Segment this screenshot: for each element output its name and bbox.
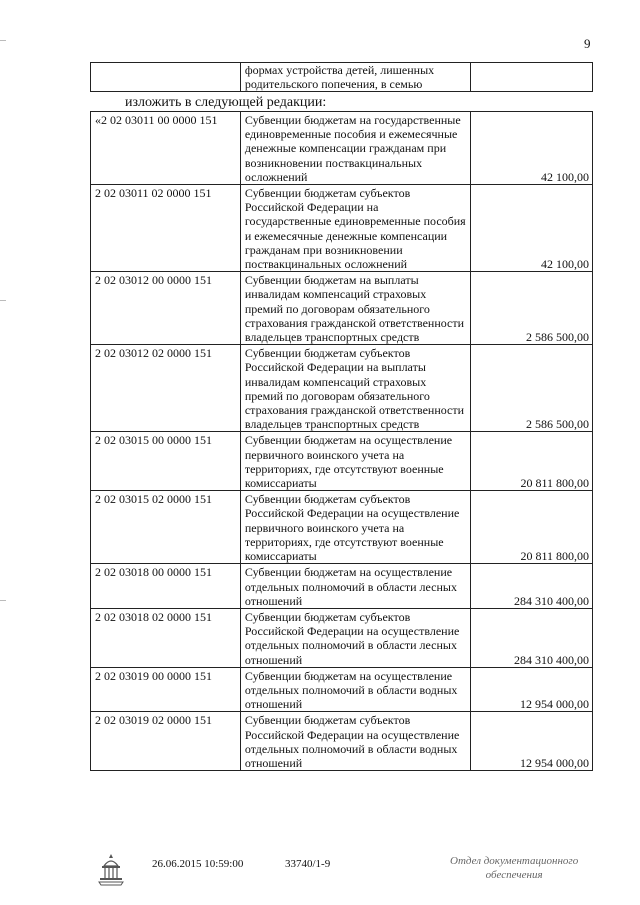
row-amount: 12 954 000,00 bbox=[471, 712, 593, 771]
row-code: 2 02 03012 02 0000 151 bbox=[91, 345, 241, 432]
row-amount: 2 586 500,00 bbox=[471, 345, 593, 432]
table-row bbox=[91, 667, 593, 712]
row-code: «2 02 03011 00 0000 151 bbox=[91, 112, 241, 185]
row-name: формах устройства детей, лишенных родительского попечения, в семью bbox=[240, 63, 471, 92]
row-code: 2 02 03019 02 0000 151 bbox=[91, 712, 241, 771]
scan-edge-mark bbox=[0, 40, 6, 41]
table-row bbox=[91, 185, 593, 272]
row-name: Субвенции бюджетам субъектов Российской Федерации на осуществление отдельных полномочий в области лесных отношений bbox=[240, 608, 471, 667]
row-amount: 20 811 800,00 bbox=[471, 491, 593, 564]
row-name: Субвенции бюджетам субъектов Российской Федерации на выплаты инвалидам компенсаций страховых премий по договорам обязательного страхования гражданской ответственности владельцев транспортных средств bbox=[240, 345, 471, 432]
footer-doc-code: 33740/1-9 bbox=[285, 858, 331, 870]
row-amount: 42 100,00 bbox=[471, 112, 593, 185]
table-row bbox=[91, 491, 593, 564]
row-code bbox=[91, 63, 241, 92]
previous-table-fragment bbox=[90, 62, 593, 92]
page-number: 9 bbox=[584, 36, 591, 51]
scan-edge-mark bbox=[0, 300, 6, 301]
row-name: Субвенции бюджетам субъектов Российской Федерации на осуществление отдельных полномочий в области водных отношений bbox=[240, 712, 471, 771]
row-name: Субвенции бюджетам на осуществление отдельных полномочий в области лесных отношений bbox=[240, 564, 471, 609]
table-row bbox=[91, 712, 593, 771]
row-amount: 20 811 800,00 bbox=[471, 432, 593, 491]
footer-department-line2: обеспечения bbox=[485, 869, 543, 881]
row-code: 2 02 03019 00 0000 151 bbox=[91, 667, 241, 712]
budget-table-body bbox=[91, 112, 593, 771]
row-code: 2 02 03018 02 0000 151 bbox=[91, 608, 241, 667]
row-name: Субвенции бюджетам субъектов Российской Федерации на осуществление первичного воинского учета на территориях, где отсутствуют военные комиссариаты bbox=[240, 491, 471, 564]
row-code: 2 02 03012 00 0000 151 bbox=[91, 272, 241, 345]
table-row bbox=[91, 432, 593, 491]
footer-department-line1: Отдел документационного bbox=[450, 855, 579, 867]
budget-table bbox=[90, 111, 593, 771]
row-code: 2 02 03015 00 0000 151 bbox=[91, 432, 241, 491]
duma-building-logo-icon bbox=[96, 852, 126, 886]
row-amount: 42 100,00 bbox=[471, 185, 593, 272]
table-row bbox=[91, 345, 593, 432]
row-name: Субвенции бюджетам субъектов Российской Федерации на государственные единовременные пособия и ежемесячные денежные компенсации гражданам при возникновении поствакцинальных осложнений bbox=[240, 185, 471, 272]
row-name: Субвенции бюджетам на осуществление первичного воинского учета на территориях, где отсутствуют военные комиссариаты bbox=[240, 432, 471, 491]
row-code: 2 02 03015 02 0000 151 bbox=[91, 491, 241, 564]
row-amount: 12 954 000,00 bbox=[471, 667, 593, 712]
row-name: Субвенции бюджетам на государственные единовременные пособия и ежемесячные денежные компенсации гражданам при возникновении поствакцинальных осложнений bbox=[240, 112, 471, 185]
table-row bbox=[91, 112, 593, 185]
table-row bbox=[91, 608, 593, 667]
footer-department bbox=[450, 854, 578, 882]
page-footer bbox=[0, 852, 640, 902]
footer-datetime: 26.06.2015 10:59:00 bbox=[152, 858, 244, 870]
row-amount bbox=[471, 63, 593, 92]
table-row bbox=[91, 564, 593, 609]
row-name: Субвенции бюджетам на осуществление отдельных полномочий в области водных отношений bbox=[240, 667, 471, 712]
row-amount: 284 310 400,00 bbox=[471, 608, 593, 667]
intro-text: изложить в следующей редакции: bbox=[125, 95, 327, 110]
row-amount: 2 586 500,00 bbox=[471, 272, 593, 345]
table-row bbox=[91, 63, 593, 92]
row-name: Субвенции бюджетам на выплаты инвалидам компенсаций страховых премий по договорам обязательного страхования гражданской ответственности владельцев транспортных средств bbox=[240, 272, 471, 345]
row-code: 2 02 03011 02 0000 151 bbox=[91, 185, 241, 272]
row-code: 2 02 03018 00 0000 151 bbox=[91, 564, 241, 609]
row-amount: 284 310 400,00 bbox=[471, 564, 593, 609]
table-row bbox=[91, 272, 593, 345]
scan-edge-mark bbox=[0, 600, 6, 601]
